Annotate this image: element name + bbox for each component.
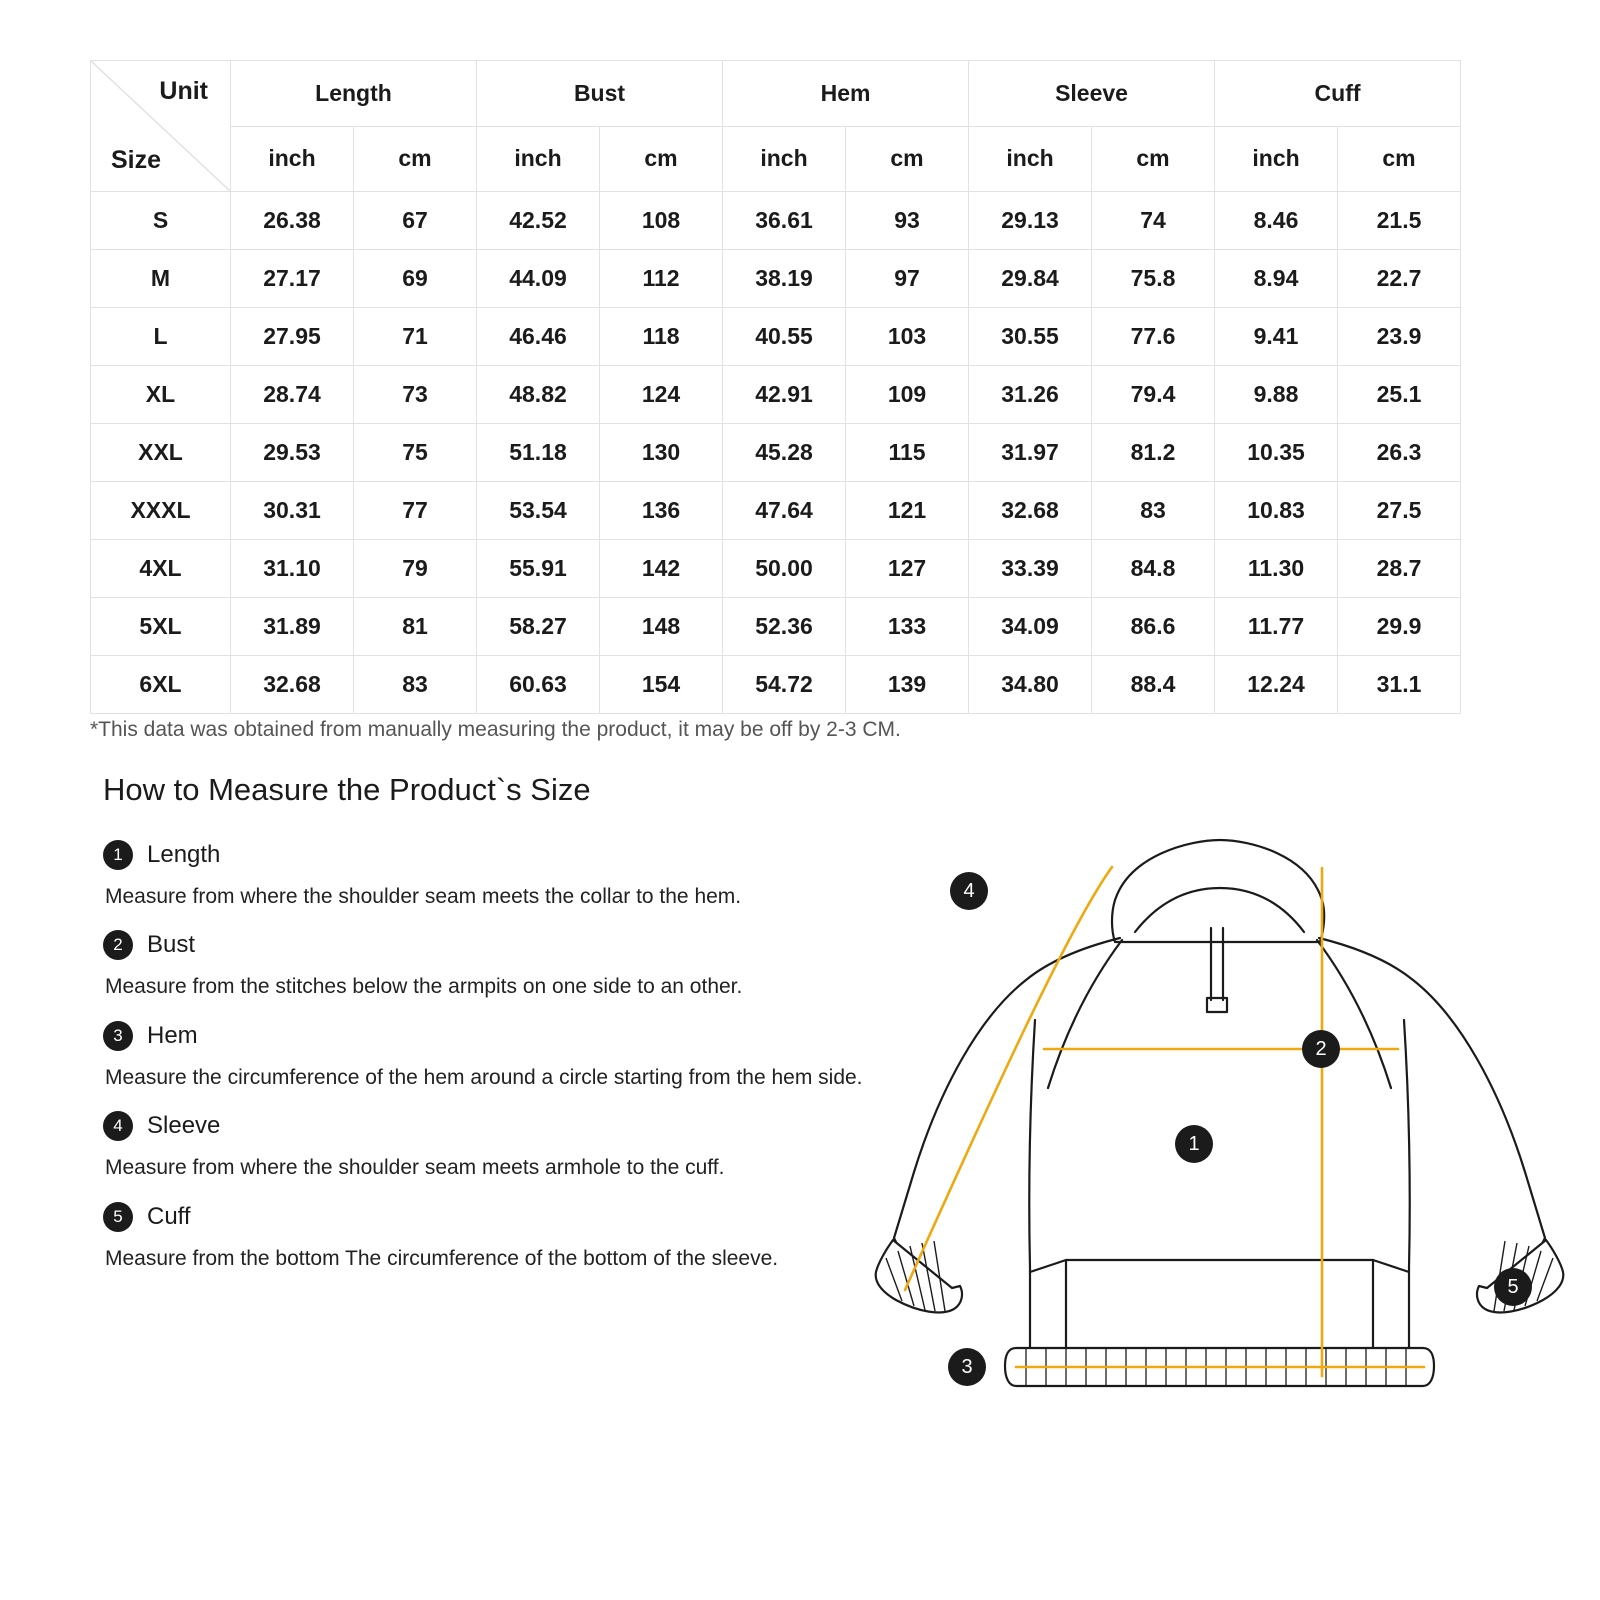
step-title: Sleeve xyxy=(147,1112,221,1140)
cell: 29.13 xyxy=(969,192,1092,250)
subheader-length-inch: inch xyxy=(231,126,354,192)
table-corner-cell xyxy=(91,61,231,192)
cell: 8.46 xyxy=(1215,192,1338,250)
cell: 69 xyxy=(354,250,477,308)
cell: 97 xyxy=(846,250,969,308)
table-row xyxy=(91,192,1461,250)
group-header-cuff: Cuff xyxy=(1215,61,1461,127)
cell: 73 xyxy=(354,366,477,424)
step-bust xyxy=(103,930,873,1002)
cell: 103 xyxy=(846,308,969,366)
cell: 31.1 xyxy=(1338,656,1461,714)
subheader-hem-cm: cm xyxy=(846,126,969,192)
table-body xyxy=(91,192,1461,714)
cell: 31.89 xyxy=(231,598,354,656)
step-number-badge: 2 xyxy=(103,930,133,960)
step-sleeve xyxy=(103,1111,873,1183)
row-size: M xyxy=(91,250,231,308)
cell: 25.1 xyxy=(1338,366,1461,424)
cell: 115 xyxy=(846,424,969,482)
cell: 33.39 xyxy=(969,540,1092,598)
cell: 84.8 xyxy=(1092,540,1215,598)
table-row xyxy=(91,250,1461,308)
cell: 42.52 xyxy=(477,192,600,250)
step-length xyxy=(103,840,873,912)
cell: 75.8 xyxy=(1092,250,1215,308)
table-row xyxy=(91,598,1461,656)
cell: 74 xyxy=(1092,192,1215,250)
step-number-badge: 3 xyxy=(103,1021,133,1051)
marker-4-sleeve: 4 xyxy=(950,872,988,910)
step-number-badge: 1 xyxy=(103,840,133,870)
cell: 38.19 xyxy=(723,250,846,308)
cell: 71 xyxy=(354,308,477,366)
cell: 9.88 xyxy=(1215,366,1338,424)
step-description: Measure from the stitches below the armpits on one side to an other. xyxy=(105,975,743,999)
step-title: Cuff xyxy=(147,1202,191,1230)
table-row xyxy=(91,540,1461,598)
cell: 44.09 xyxy=(477,250,600,308)
cell: 29.84 xyxy=(969,250,1092,308)
table-row xyxy=(91,482,1461,540)
cell: 67 xyxy=(354,192,477,250)
cell: 81 xyxy=(354,598,477,656)
cell: 48.82 xyxy=(477,366,600,424)
row-size: XXXL xyxy=(91,482,231,540)
subheader-bust-inch: inch xyxy=(477,126,600,192)
group-header-hem: Hem xyxy=(723,61,969,127)
step-cuff xyxy=(103,1202,873,1274)
cell: 34.80 xyxy=(969,656,1092,714)
table-header-row-groups xyxy=(91,61,1461,127)
cell: 30.55 xyxy=(969,308,1092,366)
subheader-sleeve-cm: cm xyxy=(1092,126,1215,192)
row-size: XL xyxy=(91,366,231,424)
cell: 21.5 xyxy=(1338,192,1461,250)
cell: 8.94 xyxy=(1215,250,1338,308)
cell: 79.4 xyxy=(1092,366,1215,424)
measurement-disclaimer: *This data was obtained from manually measuring the product, it may be off by 2-3 CM. xyxy=(90,718,901,741)
cell: 10.35 xyxy=(1215,424,1338,482)
group-header-bust: Bust xyxy=(477,61,723,127)
table-row xyxy=(91,424,1461,482)
step-title: Hem xyxy=(147,1021,198,1049)
marker-2-bust: 2 xyxy=(1302,1030,1340,1068)
cell: 53.54 xyxy=(477,482,600,540)
cell: 11.30 xyxy=(1215,540,1338,598)
cell: 93 xyxy=(846,192,969,250)
cell: 12.24 xyxy=(1215,656,1338,714)
marker-5-cuff: 5 xyxy=(1494,1268,1532,1306)
table-row xyxy=(91,366,1461,424)
cell: 50.00 xyxy=(723,540,846,598)
cell: 142 xyxy=(600,540,723,598)
cell: 10.83 xyxy=(1215,482,1338,540)
cell: 75 xyxy=(354,424,477,482)
table-row xyxy=(91,308,1461,366)
cell: 108 xyxy=(600,192,723,250)
cell: 52.36 xyxy=(723,598,846,656)
cell: 127 xyxy=(846,540,969,598)
cell: 148 xyxy=(600,598,723,656)
row-size: XXL xyxy=(91,424,231,482)
row-size: S xyxy=(91,192,231,250)
cell: 32.68 xyxy=(969,482,1092,540)
step-hem xyxy=(103,1021,873,1093)
table-header xyxy=(91,61,1461,192)
group-header-length: Length xyxy=(231,61,477,127)
cell: 47.64 xyxy=(723,482,846,540)
step-title: Bust xyxy=(147,931,196,959)
row-size: 5XL xyxy=(91,598,231,656)
cell: 36.61 xyxy=(723,192,846,250)
step-title: Length xyxy=(147,841,221,868)
cell: 29.9 xyxy=(1338,598,1461,656)
cell: 31.10 xyxy=(231,540,354,598)
cell: 86.6 xyxy=(1092,598,1215,656)
cell: 28.7 xyxy=(1338,540,1461,598)
size-table xyxy=(90,60,1461,714)
cell: 124 xyxy=(600,366,723,424)
cell: 109 xyxy=(846,366,969,424)
step-description: Measure the circumference of the hem around a circle starting from the hem side. xyxy=(105,1065,863,1089)
cell: 22.7 xyxy=(1338,250,1461,308)
row-size: 4XL xyxy=(91,540,231,598)
cell: 136 xyxy=(600,482,723,540)
cell: 83 xyxy=(354,656,477,714)
cell: 112 xyxy=(600,250,723,308)
size-label: Size xyxy=(111,146,162,174)
table-row xyxy=(91,656,1461,714)
cell: 23.9 xyxy=(1338,308,1461,366)
cell: 55.91 xyxy=(477,540,600,598)
hoodie-measurement-diagram xyxy=(830,820,1570,1460)
cell: 46.46 xyxy=(477,308,600,366)
cell: 30.31 xyxy=(231,482,354,540)
cell: 29.53 xyxy=(231,424,354,482)
cell: 121 xyxy=(846,482,969,540)
cell: 88.4 xyxy=(1092,656,1215,714)
size-table-container xyxy=(90,60,1460,714)
cell: 32.68 xyxy=(231,656,354,714)
cell: 31.26 xyxy=(969,366,1092,424)
cell: 118 xyxy=(600,308,723,366)
cell: 83 xyxy=(1092,482,1215,540)
marker-3-hem: 3 xyxy=(948,1348,986,1386)
cell: 133 xyxy=(846,598,969,656)
cell: 27.95 xyxy=(231,308,354,366)
unit-label: Unit xyxy=(159,77,208,105)
cell: 42.91 xyxy=(723,366,846,424)
subheader-bust-cm: cm xyxy=(600,126,723,192)
subheader-sleeve-inch: inch xyxy=(969,126,1092,192)
step-number-badge: 4 xyxy=(103,1111,133,1141)
cell: 79 xyxy=(354,540,477,598)
cell: 81.2 xyxy=(1092,424,1215,482)
cell: 45.28 xyxy=(723,424,846,482)
table-header-row-units xyxy=(91,126,1461,192)
cell: 27.17 xyxy=(231,250,354,308)
step-number-badge: 5 xyxy=(103,1202,133,1232)
cell: 40.55 xyxy=(723,308,846,366)
subheader-hem-inch: inch xyxy=(723,126,846,192)
cell: 27.5 xyxy=(1338,482,1461,540)
step-description: Measure from where the shoulder seam meets the collar to the hem. xyxy=(105,885,742,908)
subheader-length-cm: cm xyxy=(354,126,477,192)
how-to-measure-title: How to Measure the Product`s Size xyxy=(103,772,591,807)
how-to-measure-steps xyxy=(103,840,873,1292)
cell: 11.77 xyxy=(1215,598,1338,656)
cell: 28.74 xyxy=(231,366,354,424)
cell: 58.27 xyxy=(477,598,600,656)
cell: 26.38 xyxy=(231,192,354,250)
cell: 26.3 xyxy=(1338,424,1461,482)
subheader-cuff-inch: inch xyxy=(1215,126,1338,192)
cell: 31.97 xyxy=(969,424,1092,482)
cell: 130 xyxy=(600,424,723,482)
cell: 9.41 xyxy=(1215,308,1338,366)
row-size: L xyxy=(91,308,231,366)
cell: 139 xyxy=(846,656,969,714)
cell: 154 xyxy=(600,656,723,714)
cell: 34.09 xyxy=(969,598,1092,656)
cell: 77.6 xyxy=(1092,308,1215,366)
subheader-cuff-cm: cm xyxy=(1338,126,1461,192)
row-size: 6XL xyxy=(91,656,231,714)
marker-1-length: 1 xyxy=(1175,1125,1213,1163)
step-description: Measure from the bottom The circumference of the bottom of the sleeve. xyxy=(105,1246,779,1270)
cell: 77 xyxy=(354,482,477,540)
cell: 60.63 xyxy=(477,656,600,714)
group-header-sleeve: Sleeve xyxy=(969,61,1215,127)
cell: 54.72 xyxy=(723,656,846,714)
step-description: Measure from where the shoulder seam meets armhole to the cuff. xyxy=(105,1156,725,1180)
cell: 51.18 xyxy=(477,424,600,482)
